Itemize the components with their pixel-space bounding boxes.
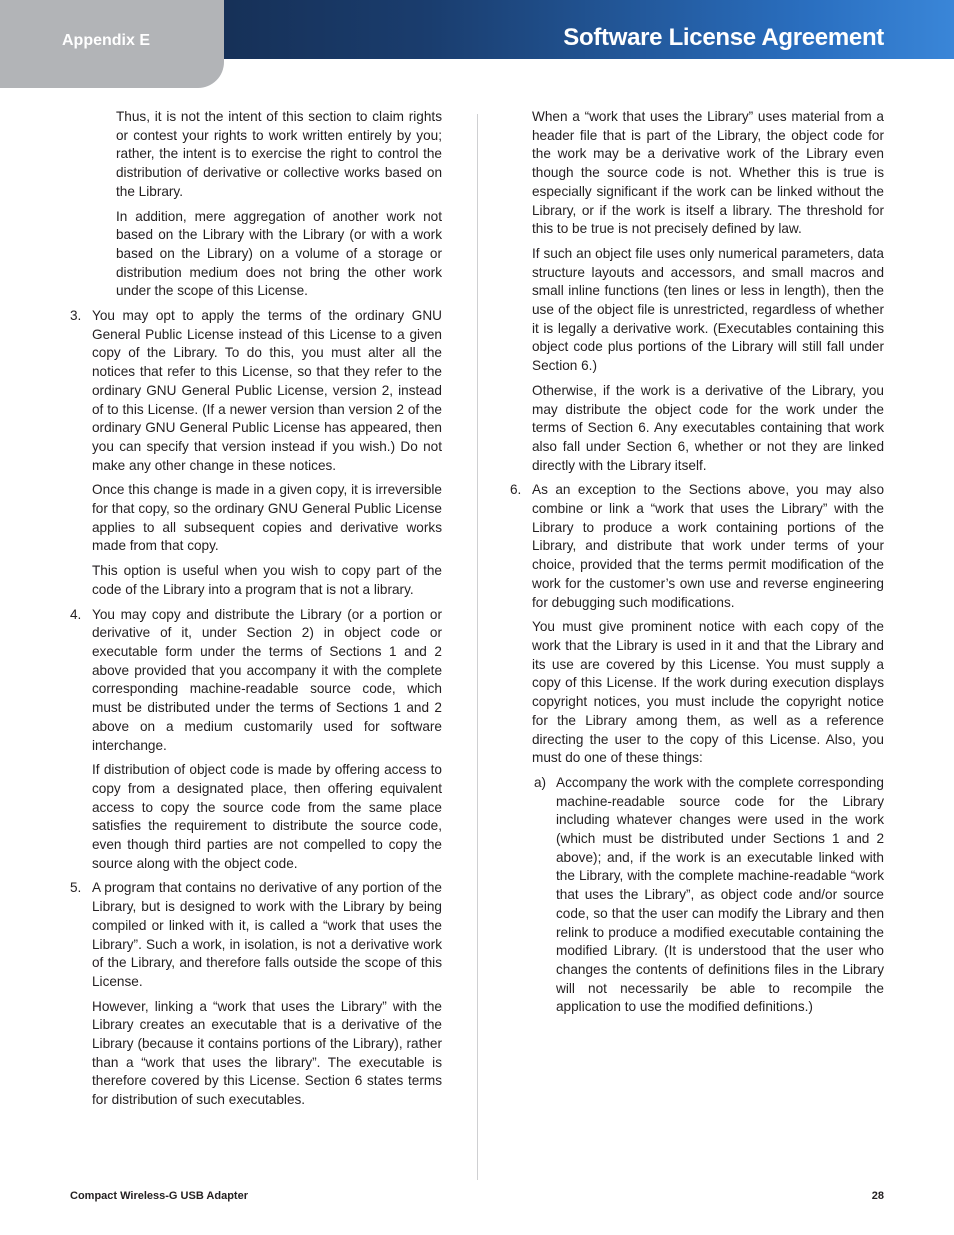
sub-item-letter: a): [534, 774, 547, 790]
list-number: 3.: [70, 308, 82, 324]
paragraph: Thus, it is not the intent of this section to claim rights or contest your rights to work written entirely by you; rather, the intent is to exercise the right to control the distribution of derivative or collective works based on the Library.: [116, 109, 442, 199]
paragraph: Otherwise, if the work is a derivative of the Library, you may distribute the object code for the work under the terms of Section 6. Any executables containing that work also fall under Section 6, whether or not they are linked directly with the Library itself.: [532, 382, 884, 473]
paragraph: If distribution of object code is made by offering access to copy from a designated place, then offering equivalent access to copy the source code from the same place satisfies the requirement to distribute the source code, even though third parties are not compelled to copy the source along with the object code.: [92, 762, 442, 871]
paragraph: As an exception to the Sections above, you may also combine or link a “work that uses the Library” with the Library to produce a work containing portions of the Library, and distribute that work under terms of your choice, provided that the terms permit modification of the work for the customer’s own use and reverse engineering for debugging such modifications.: [532, 482, 884, 610]
list-item-5: [70, 879, 442, 991]
list-item-3: [70, 307, 442, 475]
page-header: [0, 0, 954, 88]
page-title: Software License Agreement: [563, 24, 884, 51]
paragraph: You may copy and distribute the Library (or a portion or derivative of it, under Section 2) in object code or executable form under the terms of Sections 1 and 2 above provided that you accompany it with the complete corresponding machine-readable source code, which must be distributed under the terms of Sections 1 and 2 above on a medium customarily used for software interchange.: [92, 606, 442, 753]
paragraph: You must give prominent notice with each copy of the work that the Library is used in it and that the Library and its use are covered by this License. You must supply a copy of this License. If the work during execution displays copyright notices, you must include the copyright notice for the Library among them, as well as a reference directing the user to the copy of this License. Also, you must do one of these things:: [532, 619, 884, 766]
list-item-6: [510, 481, 884, 612]
paragraph: This option is useful when you wish to copy part of the code of the Library into a program that is not a library.: [92, 563, 442, 597]
paragraph: If such an object file uses only numerical parameters, data structure layouts and accessors, and small macros and small inline functions (ten lines or less in length), then the use of the object file is unrestricted, regardless of whether it is legally a derivative work. (Executables containing this object code plus portions of the Library will still fall under Section 6.): [532, 245, 884, 374]
page-number: 28: [871, 1190, 884, 1202]
left-column: [70, 108, 442, 1116]
appendix-label: Appendix E: [62, 32, 151, 49]
paragraph: When a “work that uses the Library” uses material from a header file that is part of the Library, the object code for the work may be a derivative work of the Library even though the source code is not. Whether this is true is especially significant if the work can be linked without the Library, or if the work is itself a library. The threshold for this to be true is not precisely defined by law.: [532, 109, 884, 237]
list-number: 4.: [70, 606, 82, 622]
list-number: 6.: [510, 482, 522, 498]
paragraph: A program that contains no derivative of any portion of the Library, but is designed to work with the Library by being compiled or linked with it, is called a “work that uses the Library”. Such a work, in isolation, is not a derivative work of the Library, and therefore falls outside the scope of this License.: [92, 880, 442, 989]
list-number: 5.: [70, 880, 82, 896]
sub-item-a: [510, 774, 884, 1017]
paragraph: Accompany the work with the complete corresponding machine-readable source code for the Library including whatever changes were used in the work (which must be distributed under Sections 1 and 2 above); and, if the work is an executable linked with the Library, with the complete machine-readable “work that uses the Library”, as object code and/or source code, so that the user can modify the Library and then relink to produce a modified executable containing the modified Library. (It is understood that the user who changes the contents of definitions files in the Library will not necessarily be able to recompile the application to use the modified definitions.): [556, 774, 884, 1015]
column-divider: [477, 114, 478, 1180]
paragraph: In addition, mere aggregation of another work not based on the Library with the Library (or with a work based on the Library) on a volume of a storage or distribution medium does not bring the other work under the scope of this License.: [116, 208, 442, 299]
paragraph: However, linking a “work that uses the Library” with the Library creates an executable that is a derivative of the Library (because it contains portions of the Library), rather than a “work that uses the library”. The executable is therefore covered by this License. Section 6 states terms for distribution of such executables.: [92, 998, 442, 1108]
paragraph: You may opt to apply the terms of the ordinary GNU General Public License instead of this License to a given copy of the Library. To do this, you must alter all the notices that refer to this License, so that they refer to the ordinary GNU General Public License, version 2, instead of to this License. (If a newer version than version 2 of the ordinary GNU General Public License has appeared, then you can specify that version instead if you wish.) Do not make any other change in these notices.: [92, 308, 442, 473]
list-item-4: [70, 606, 442, 756]
paragraph: Once this change is made in a given copy, it is irreversible for that copy, so the ordinary GNU General Public License applies to all subsequent copies and derivative works made from that copy.: [92, 482, 442, 554]
right-column: [510, 108, 884, 1023]
footer-product: Compact Wireless-G USB Adapter: [70, 1190, 248, 1202]
